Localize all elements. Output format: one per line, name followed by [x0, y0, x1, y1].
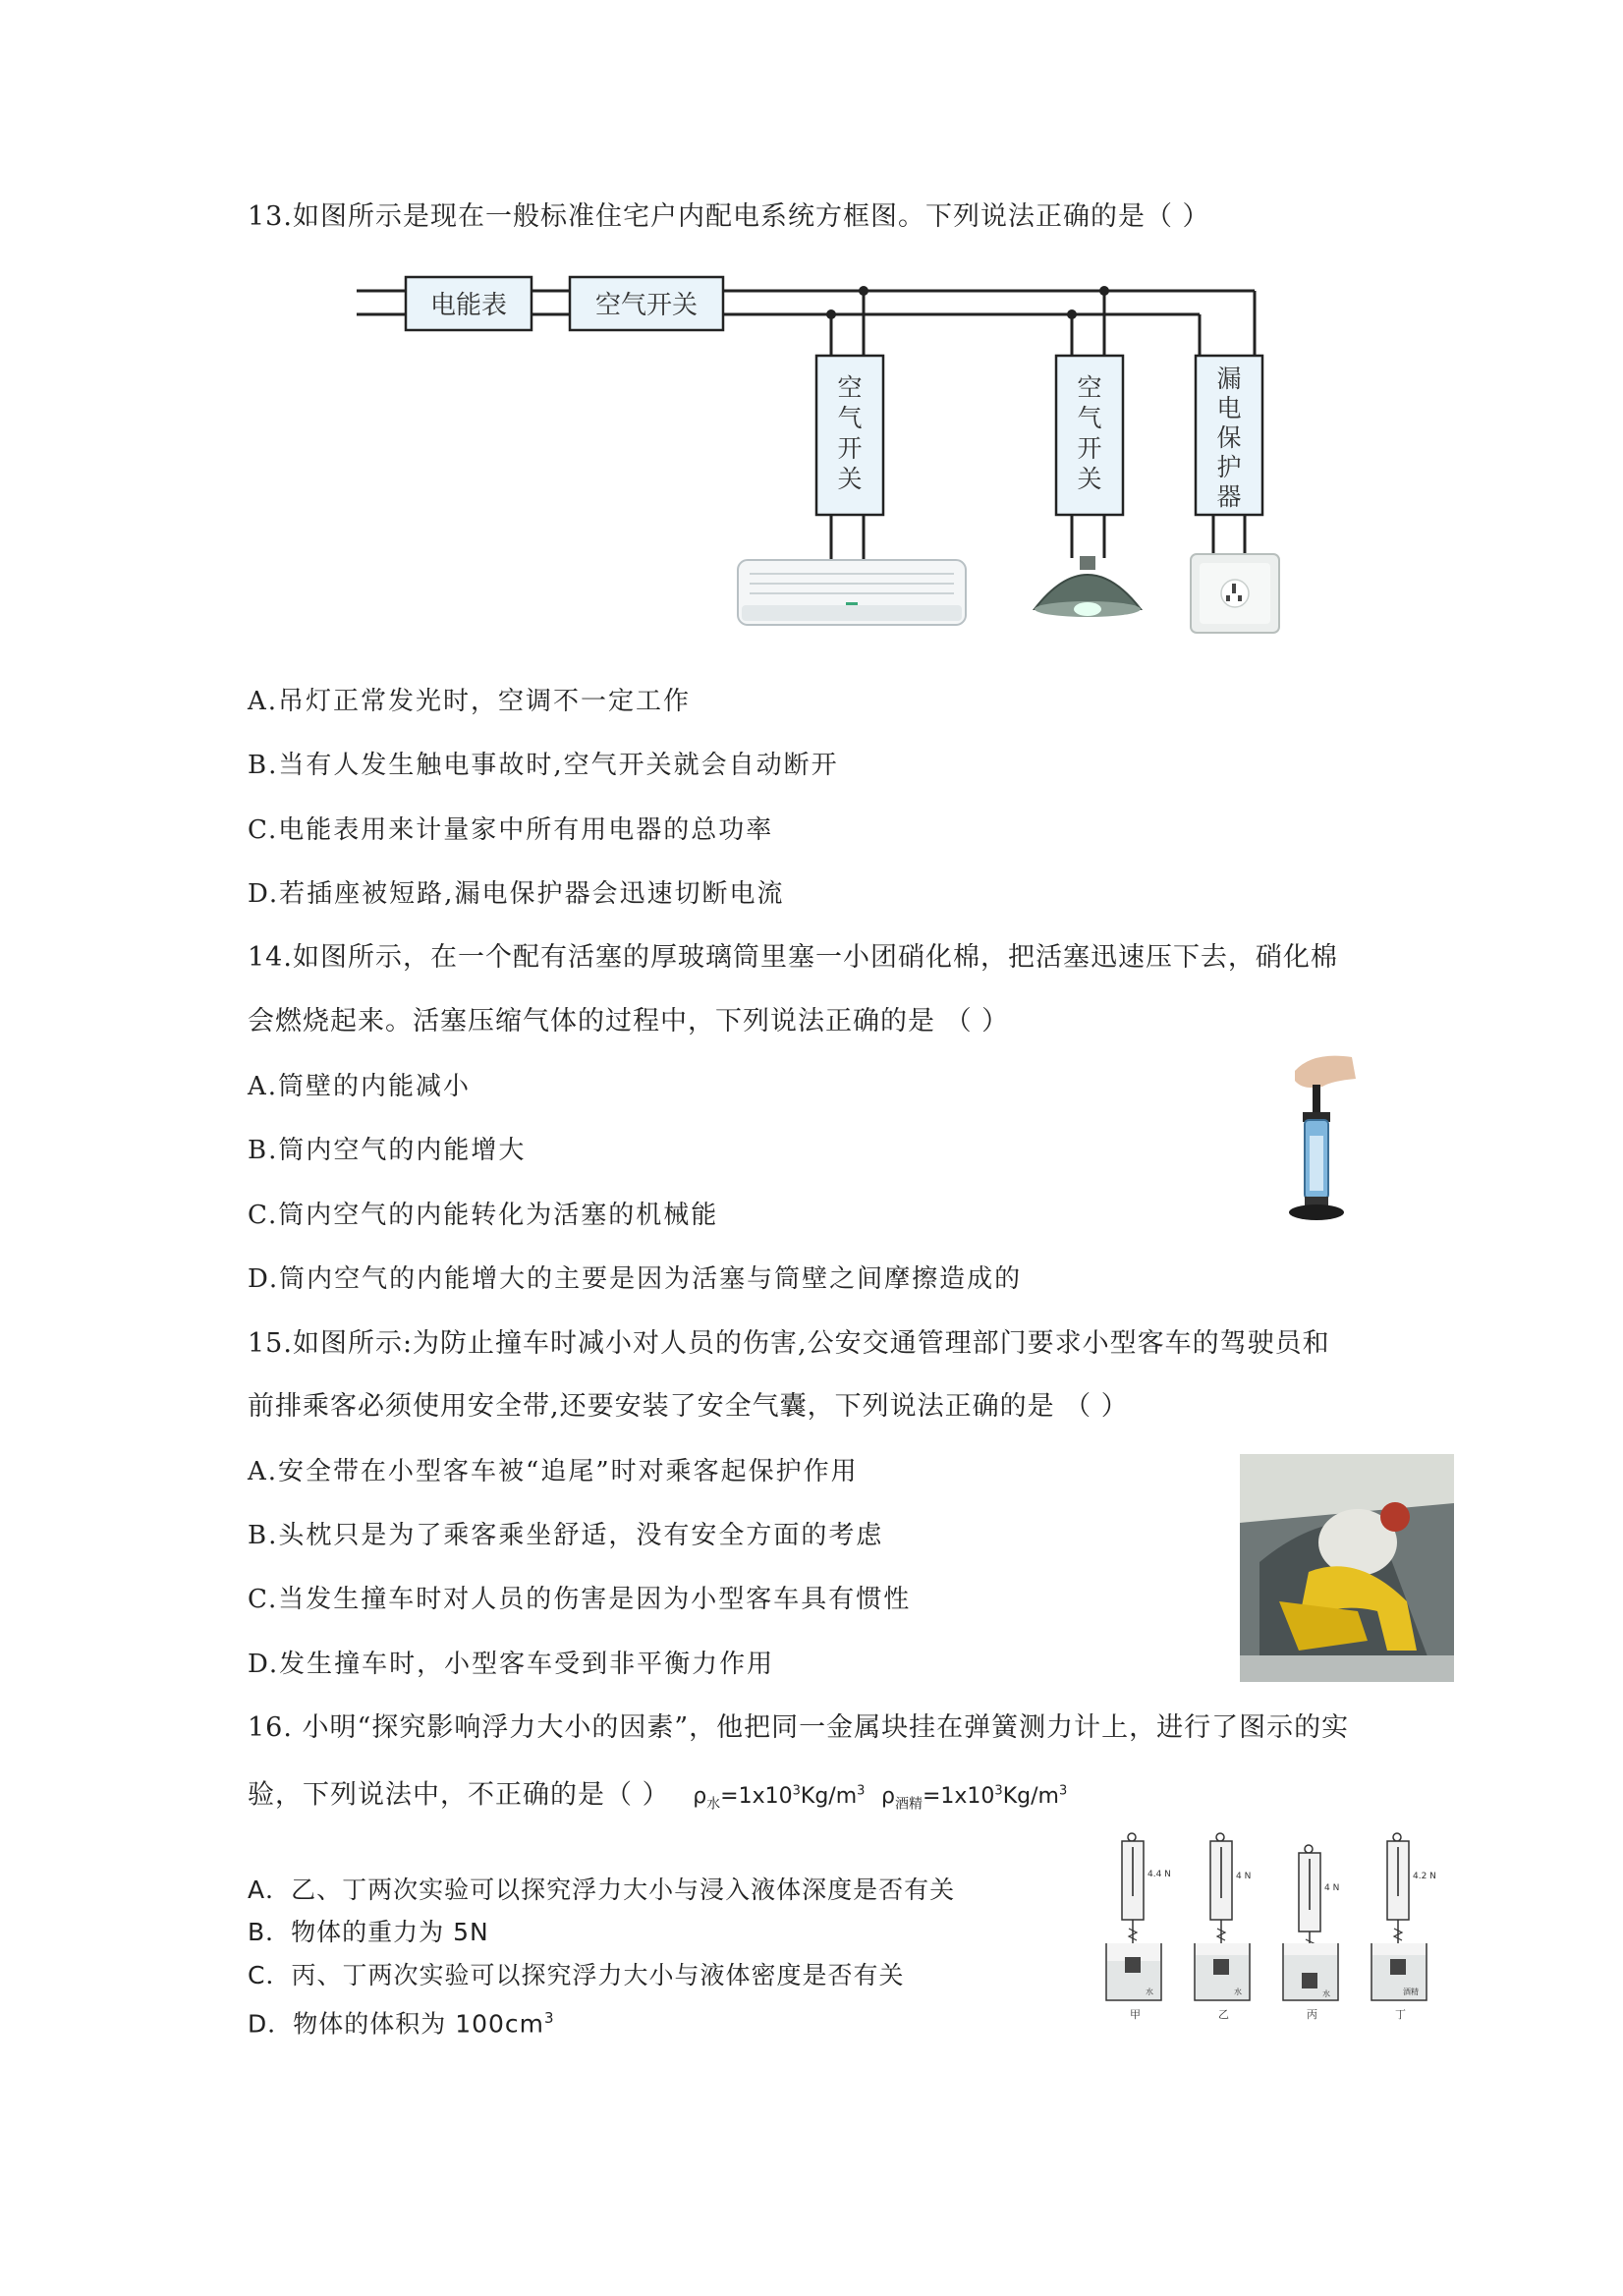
air-conditioner-icon — [738, 560, 966, 625]
branch2-char-4: 关 — [1077, 465, 1102, 493]
q14-option-d[interactable]: D.筒内空气的内能增大的主要是因为活塞与筒壁之间摩擦造成的 — [248, 1264, 1023, 1294]
spring-scale-experiment-figure — [1100, 1827, 1464, 2024]
rho-water: $\rho_水=1x10^3Kg/m^3$ — [693, 1784, 866, 1813]
q13-option-a[interactable]: A.吊灯正常发光时，空调不一定工作 — [248, 687, 692, 716]
q16-stem-text: 验，下列说法中，不正确的是（ ） — [248, 1779, 670, 1811]
scale4-reading: 4.2 N — [1413, 1872, 1436, 1881]
q15-stem-line2: 前排乘客必须使用安全带,还要安装了安全气囊，下列说法正确的是 （ ） — [248, 1391, 1129, 1422]
q13-option-c[interactable]: C.电能表用来计量家中所有用电器的总功率 — [248, 815, 774, 845]
branch3-char-4: 护 — [1216, 453, 1242, 481]
beaker3-liquid: 水 — [1322, 1989, 1330, 1998]
q16-stem-line2 — [248, 1774, 1067, 1822]
spring-scale-2 — [1195, 1833, 1251, 2021]
branch3-char-3: 保 — [1216, 423, 1242, 452]
branch2-char-1: 空 — [1077, 373, 1102, 402]
branch1-char-3: 开 — [837, 434, 863, 463]
branch3-char-1: 漏 — [1216, 364, 1242, 393]
q15-option-d[interactable]: D.发生撞车时，小型客车受到非平衡力作用 — [248, 1650, 775, 1679]
rho-alcohol: $\rho_{酒精}=1x10^3Kg/m^3$ — [881, 1784, 1068, 1813]
branch3-char-2: 电 — [1216, 394, 1242, 422]
wall-socket-icon — [1191, 554, 1279, 633]
q16-option-d[interactable]: D．物体的体积为 $100cm^3$ — [248, 2009, 555, 2039]
branch1-char-4: 关 — [837, 465, 863, 493]
branch1-char-1: 空 — [837, 373, 863, 402]
q13-option-b[interactable]: B.当有人发生触电事故时,空气开关就会自动断开 — [248, 751, 839, 780]
q14-option-a[interactable]: A.筒壁的内能减小 — [248, 1072, 472, 1101]
q14-stem-line1: 14.如图所示，在一个配有活塞的厚玻璃筒里塞一小团硝化棉，把活塞迅速压下去，硝化棉 — [248, 942, 1338, 973]
q15-option-a[interactable]: A.安全带在小型客车被“追尾”时对乘客起保护作用 — [248, 1457, 859, 1486]
q15-option-c[interactable]: C.当发生撞车时对人员的伤害是因为小型客车具有惯性 — [248, 1585, 912, 1614]
electric-meter-label: 电能表 — [429, 291, 508, 320]
beaker4-label: 丁 — [1395, 2008, 1406, 2021]
q15-option-b[interactable]: B.头枕只是为了乘客乘坐舒适，没有安全方面的考虑 — [248, 1521, 884, 1550]
q15-stem-line1: 15.如图所示:为防止撞车时减小对人员的伤害,公安交通管理部门要求小型客车的驾驶员和 — [248, 1328, 1330, 1359]
beaker4-liquid: 酒精 — [1403, 1988, 1419, 1996]
piston-cylinder-figure — [1273, 1051, 1362, 1228]
q16-stem-line1: 16. 小明“探究影响浮力大小的因素”，他把同一金属块挂在弹簧测力计上，进行了图示的实 — [248, 1712, 1350, 1743]
branch3-char-5: 器 — [1216, 482, 1242, 511]
beaker3-label: 丙 — [1307, 2008, 1317, 2021]
spring-scale-1 — [1106, 1833, 1171, 2021]
branch2-char-3: 开 — [1077, 434, 1102, 463]
q14-option-b[interactable]: B.筒内空气的内能增大 — [248, 1136, 527, 1165]
beaker1-label: 甲 — [1130, 2008, 1141, 2021]
beaker2-label: 乙 — [1218, 2008, 1229, 2021]
q13-stem: 13.如图所示是现在一般标准住宅户内配电系统方框图。下列说法正确的是（ ） — [248, 201, 1210, 232]
scale3-reading: 4 N — [1324, 1883, 1340, 1893]
car-crash-airbag-photo — [1240, 1454, 1454, 1682]
pendant-lamp-icon — [1035, 556, 1141, 617]
spring-scale-3 — [1283, 1845, 1339, 2021]
scale2-reading: 4 N — [1236, 1872, 1252, 1881]
branch1-char-2: 气 — [837, 404, 863, 432]
beaker1-liquid: 水 — [1146, 1988, 1153, 1996]
q14-stem-line2: 会燃烧起来。活塞压缩气体的过程中，下列说法正确的是 （ ） — [248, 1006, 1010, 1036]
q16-option-b[interactable]: B．物体的重力为 5N — [248, 1918, 489, 1946]
beaker2-liquid: 水 — [1234, 1988, 1242, 1996]
branch2-char-2: 气 — [1077, 404, 1102, 432]
q16-option-c[interactable]: C．丙、丁两次实验可以探究浮力大小与液体密度是否有关 — [248, 1961, 905, 1989]
spring-scale-4 — [1371, 1833, 1436, 2021]
q14-option-c[interactable]: C.筒内空气的内能转化为活塞的机械能 — [248, 1201, 719, 1230]
q16-option-a[interactable]: A．乙、丁两次实验可以探究浮力大小与浸入液体深度是否有关 — [248, 1876, 956, 1904]
main-air-switch-label: 空气开关 — [594, 291, 699, 320]
q13-option-d[interactable]: D.若插座被短路,漏电保护器会迅速切断电流 — [248, 879, 785, 909]
scale1-reading: 4.4 N — [1147, 1870, 1171, 1879]
power-distribution-diagram — [349, 263, 1312, 646]
